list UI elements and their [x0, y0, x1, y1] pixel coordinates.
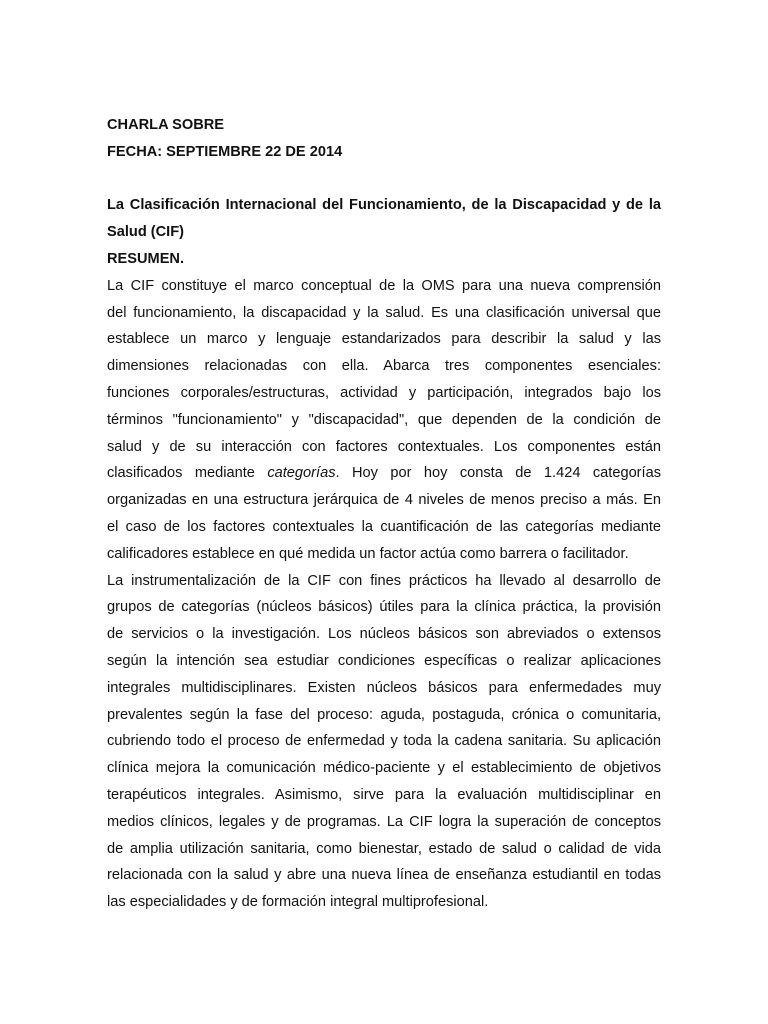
- abstract-body: [107, 273, 661, 916]
- section-label-resumen: RESUMEN.: [107, 250, 185, 267]
- body-text: clasificados mediante: [107, 465, 255, 482]
- body-line: dimensiones relacionadas con ella. Abarca tres componentes esenciales:: [107, 358, 661, 375]
- header-line-1: CHARLA SOBRE: [107, 117, 225, 133]
- body-line: clínica mejora la comunicación médico-paciente y el establecimiento de objetivos: [107, 760, 661, 777]
- body-line: medios clínicos, legales y de programas. La CIF logra la superación de conceptos: [107, 813, 661, 830]
- body-line: grupos de categorías (núcleos básicos) útiles para la clínica práctica, la provisión: [107, 599, 661, 616]
- body-line: integrales multidisciplinares. Existen núcleos básicos para enfermedades muy: [107, 679, 661, 696]
- document-title-line-2: Salud (CIF): [107, 224, 185, 241]
- body-line: según la intención sea estudiar condiciones específicas o realizar aplicaciones: [107, 652, 661, 669]
- body-line: relacionada con la salud y abre una nueva línea de enseñanza estudiantil en todas: [107, 867, 661, 884]
- header-date: FECHA: SEPTIEMBRE 22 DE 2014: [107, 143, 343, 160]
- body-line-with-italic: [107, 460, 661, 487]
- body-line: cubriendo todo el proceso de enfermedad y toda la cadena sanitaria. Su aplicación: [107, 733, 661, 750]
- body-line: de servicios o la investigación. Los núcleos básicos son abreviados o extensos: [107, 626, 661, 643]
- body-line: La instrumentalización de la CIF con fines prácticos ha llevado al desarrollo de: [107, 572, 661, 589]
- body-line: terapéuticos integrales. Asimismo, sirve para la evaluación multidisciplinar en: [107, 786, 661, 803]
- body-line: funciones corporales/estructuras, actividad y participación, integrados bajo los: [107, 384, 661, 401]
- body-line: La CIF constituye el marco conceptual de la OMS para una nueva comprensión: [107, 277, 661, 294]
- body-line: prevalentes según la fase del proceso: aguda, postaguda, crónica o comunitaria,: [107, 706, 661, 723]
- body-line: términos "funcionamiento" y "discapacidad", que dependen de la condición de: [107, 411, 661, 428]
- body-line: establece un marco y lenguaje estandarizados para describir la salud y las: [107, 331, 661, 348]
- body-line: del funcionamiento, la discapacidad y la salud. Es una clasificación universal que: [107, 304, 661, 321]
- body-line: calificadores establece en qué medida un factor actúa como barrera o facilitador.: [107, 545, 629, 562]
- body-line: de amplia utilización sanitaria, como bienestar, estado de salud o calidad de vida: [107, 840, 661, 857]
- body-line-last: las especialidades y de formación integral multiprofesional.: [107, 894, 489, 911]
- body-line: organizadas en una estructura jerárquica de 4 niveles de menos preciso a más. En: [107, 492, 661, 509]
- italic-term: categorías: [267, 465, 336, 482]
- body-line: el caso de los factores contextuales la cuantificación de las categorías mediante: [107, 518, 661, 535]
- body-line: salud y de su interacción con factores contextuales. Los componentes están: [107, 438, 661, 455]
- body-text: . Hoy por hoy consta de 1.424 categorías: [335, 465, 662, 482]
- document-page: [107, 112, 661, 916]
- blank-line: [107, 166, 661, 193]
- document-title-line-1: La Clasificación Internacional del Funcionamiento, de la Discapacidad y de la: [107, 197, 661, 214]
